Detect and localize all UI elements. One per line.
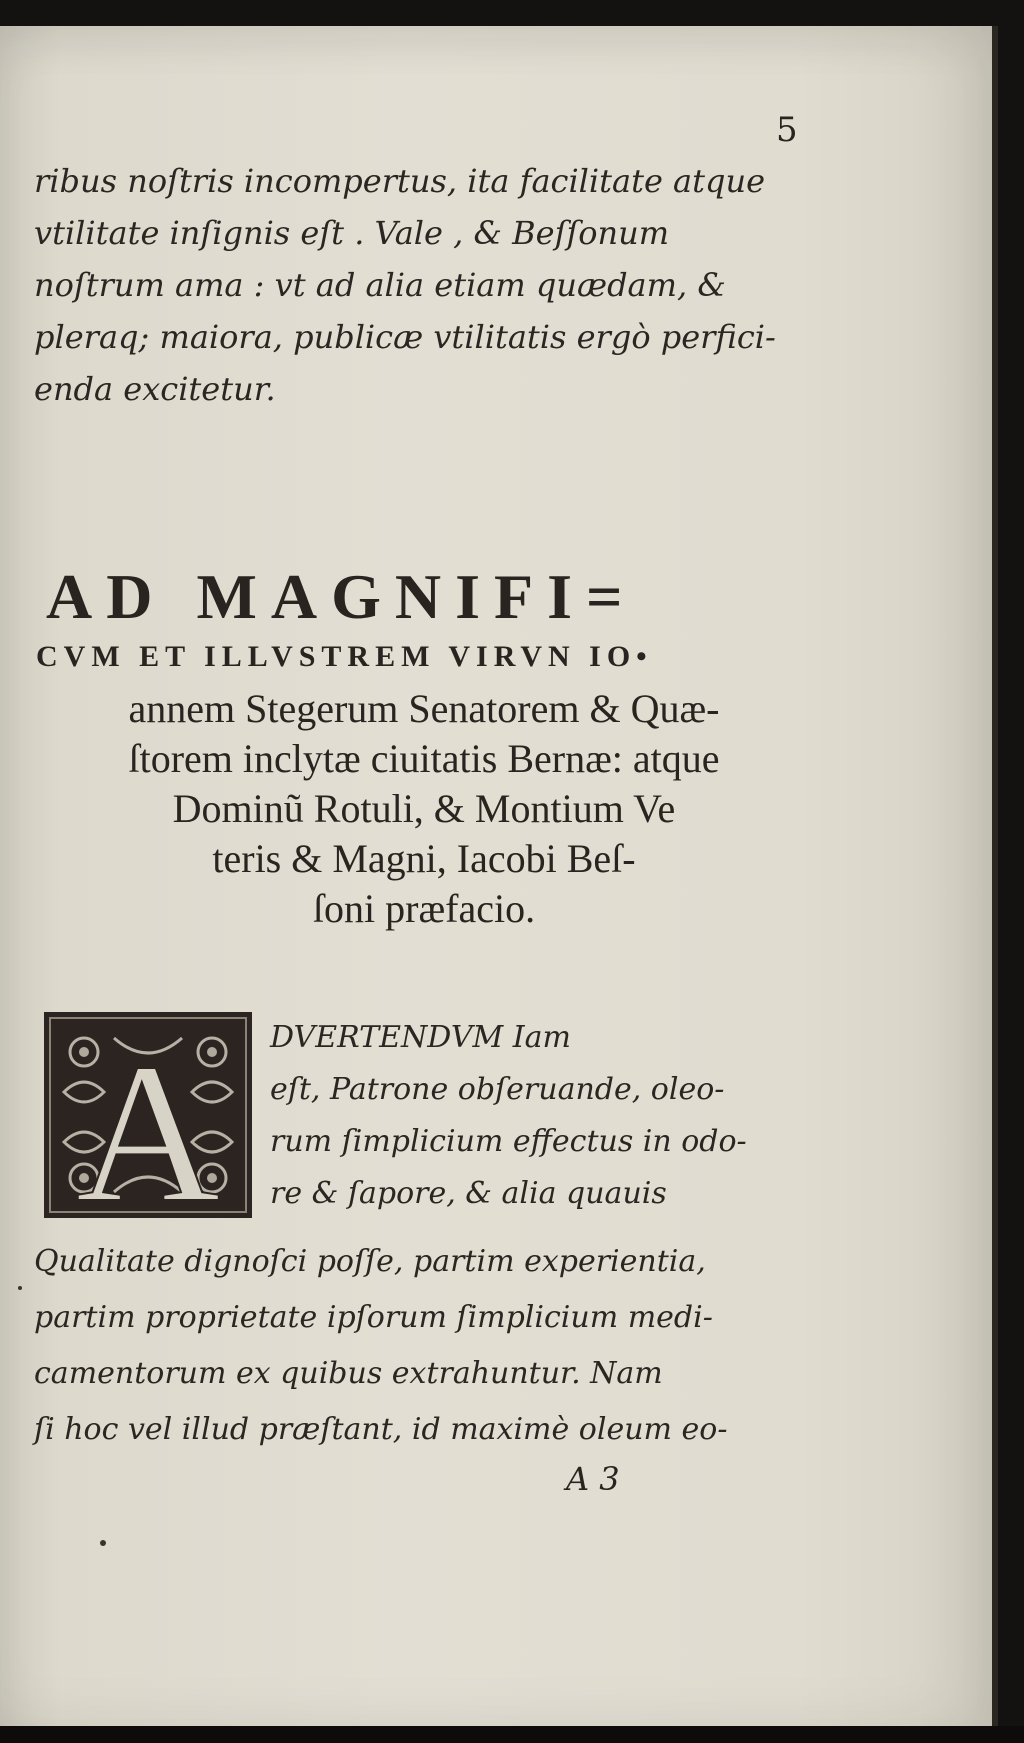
text-line: DVERTENDVM Iam	[270, 1020, 571, 1055]
text-line: Qualitate dignoſci poſſe, partim experientia,	[34, 1244, 706, 1279]
body-paragraph	[34, 1234, 814, 1458]
text-line: ſi hoc vel illud præſtant, id maximè oleum eo-	[34, 1412, 728, 1447]
initial-letter: A	[75, 1023, 221, 1218]
text-line: partim proprietate ipſorum ſimplicium medi-	[34, 1300, 713, 1335]
heading-line: Dominũ Rotuli, & Montium Ve	[172, 786, 676, 831]
page-number: 5	[776, 110, 798, 150]
paper-speck	[18, 1286, 22, 1290]
heading-line: ſoni præfacio.	[312, 886, 536, 931]
heading-title: AD MAGNIFI=	[46, 561, 637, 632]
signature-mark: A 3	[566, 1460, 620, 1498]
continuation-paragraph	[34, 155, 814, 415]
text-line: eſt, Patrone obſeruande, oleo-	[270, 1072, 725, 1107]
ornamental-initial-icon	[44, 1012, 252, 1218]
text-line: enda excitetur.	[34, 370, 276, 408]
text-line: rum ſimplicium effectus in odo-	[270, 1124, 747, 1159]
page-bottom-edge	[0, 1726, 1024, 1743]
text-line: vtilitate inſignis eſt . Vale , & Beſſonum	[34, 214, 670, 252]
text-line: ribus noſtris incompertus, ita facilitate atque	[34, 162, 766, 200]
text-line: re & ſapore, & alia quauis	[270, 1176, 667, 1211]
paper-speck	[100, 1540, 106, 1546]
opening-paragraph	[270, 1012, 810, 1220]
heading-dedication	[34, 684, 814, 934]
text-line: camentorum ex quibus extrahuntur. Nam	[34, 1356, 663, 1391]
text-line: noſtrum ama : vt ad alia etiam quædam, &	[34, 266, 726, 304]
ornamental-initial-svg	[44, 1012, 252, 1218]
heading-line: ſtorem inclytæ ciuitatis Bernæ: atque	[128, 736, 720, 781]
heading-subtitle: CVM ET ILLVSTREM VIRVN IO•	[36, 640, 653, 673]
heading-line: teris & Magni, Iacobi Beſ-	[212, 836, 636, 881]
heading-line: annem Stegerum Senatorem & Quæ-	[128, 686, 720, 731]
text-line: pleraq; maiora, publicæ vtilitatis ergò perfici-	[34, 318, 776, 356]
